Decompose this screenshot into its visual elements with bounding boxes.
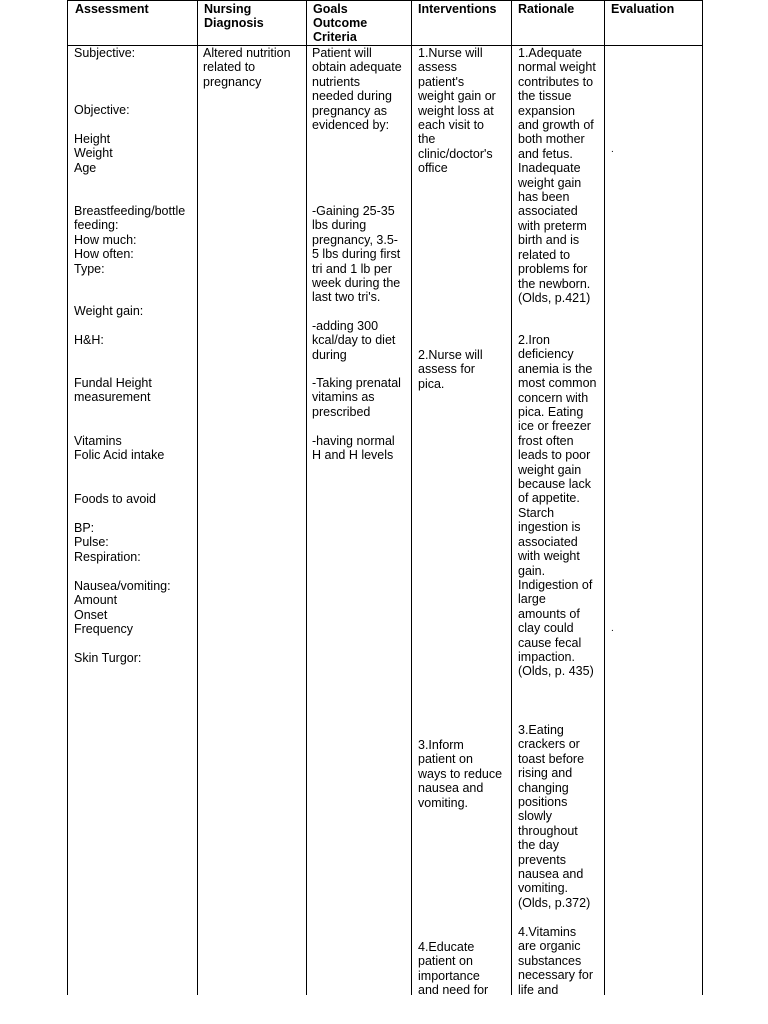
intervention-4: 4.Educate patient on importance and need for [418, 940, 489, 998]
assessment-objective: Objective: [74, 103, 130, 117]
column-divider [511, 1, 512, 995]
assessment-hh: H&H: [74, 333, 104, 347]
assessment-nausea: Nausea/vomiting: Amount Onset Frequency [74, 579, 171, 637]
goal-calories: -adding 300 kcal/day to diet during [312, 319, 396, 362]
assessment-foods-avoid: Foods to avoid [74, 492, 156, 506]
goal-hh-levels: -having normal H and H levels [312, 434, 395, 463]
column-divider [411, 1, 412, 995]
intervention-2: 2.Nurse will assess for pica. [418, 348, 483, 391]
rationale-4: 4.Vitamins are organic substances necessary for life and [518, 925, 594, 997]
rationale-3: 3.Eating crackers or toast before rising and changing positions slowly throughout the day prevents nausea and vomiting. (Olds, p.372) [518, 723, 591, 910]
header-nursing-diagnosis: Nursing Diagnosis [204, 2, 264, 30]
evaluation-mark: . [611, 144, 614, 155]
column-divider [604, 1, 605, 995]
assessment-subjective: Subjective: [74, 46, 136, 60]
rationale-1: 1.Adequate normal weight contributes to the tissue expansion and growth of both mother and fetus. Inadequate weight gain has been associated with preterm birth and is related to problems for the newborn. (Olds, p.421) [518, 46, 596, 305]
care-plan-table [67, 0, 703, 998]
header-assessment: Assessment [75, 2, 149, 16]
header-evaluation: Evaluation [611, 2, 675, 16]
assessment-weight-gain: Weight gain: [74, 304, 144, 318]
goal-weight-gain: -Gaining 25-35 lbs during pregnancy, 3.5- 5 lbs during first tri and 1 lb per week during the last two tri's. [312, 204, 401, 305]
column-divider [306, 1, 307, 995]
header-rationale: Rationale [518, 2, 575, 16]
assessment-feeding: Breastfeeding/bottle feeding: How much: How often: Type: [74, 204, 186, 276]
assessment-vitals: BP: Pulse: Respiration: [74, 521, 141, 564]
nursing-diagnosis-text: Altered nutrition related to pregnancy [203, 46, 291, 89]
goals-intro: Patient will obtain adequate nutrients needed during pregnancy as evidenced by: [312, 46, 402, 133]
goal-prenatal-vitamins: -Taking prenatal vitamins as prescribed [312, 376, 401, 419]
rationale-2: 2.Iron deficiency anemia is the most common concern with pica. Eating ice or freezer frost often leads to poor weight gain because lack of appetite. Starch ingestion is associated with weight gain. Indigestion of large amounts of clay could cause fecal impaction. (Olds, p. 435) [518, 333, 597, 679]
column-divider [197, 1, 198, 995]
intervention-1: 1.Nurse will assess patient's weight gain or weight loss at each visit to the clinic/doctor's office [418, 46, 496, 176]
assessment-age: Age [74, 161, 97, 175]
assessment-weight: Weight [74, 146, 113, 160]
evaluation-mark: . [611, 623, 614, 634]
assessment-fundal-height: Fundal Height measurement [74, 376, 152, 405]
intervention-3: 3.Inform patient on ways to reduce nausea and vomiting. [418, 738, 503, 810]
assessment-height: Height [74, 132, 111, 146]
header-interventions: Interventions [418, 2, 497, 16]
assessment-vitamins: Vitamins Folic Acid intake [74, 434, 165, 463]
header-goals: Goals Outcome Criteria [313, 2, 368, 44]
assessment-skin-turgor: Skin Turgor: [74, 651, 142, 665]
